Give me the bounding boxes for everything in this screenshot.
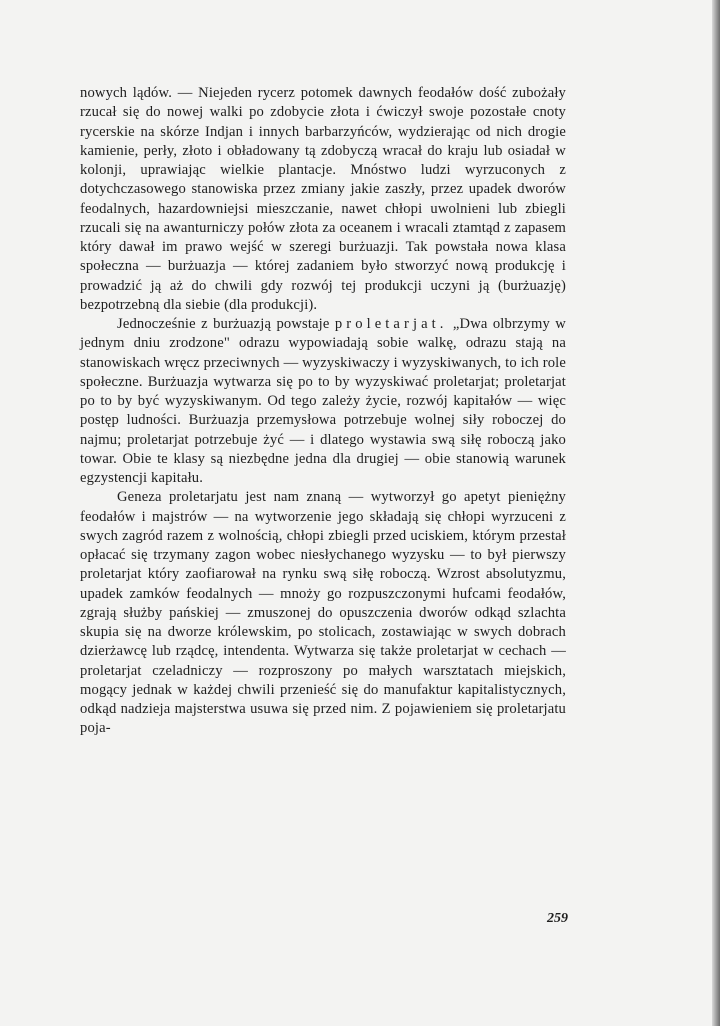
page-body-text — [80, 84, 566, 739]
paragraph-2-rest: „Dwa olbrzymy w jednym dniu zrodzone" odrazu wypowiadają sobie walkę, odrazu stają na stanowiskach wręcz przeciwnych — wyzyskiwaczy i wyzyskiwanych, to ich role społeczne. Burżuazja wytwarza się po to by wyzyskiwać proletarjat; proletarjat po to by być wyzyskiwanym. Od tego zależy życie, rozwój kapitałów — więc postęp ludności. Burżuazja przemysłowa potrzebuje wolnej siły roboczej do najmu; proletarjat potrzebuje żyć — i dlatego wystawia swą siłę roboczą jako towar. Obie te klasy są niezbędne jedna dla drugiej — obie stanowią warunek egzystencji kapitału. — [80, 316, 566, 486]
paragraph-2 — [80, 315, 566, 488]
page-edge-shadow — [712, 0, 720, 1026]
emphasis-proletarjat: proletarjat. — [334, 316, 448, 332]
paragraph-3: Geneza proletarjatu jest nam znaną — wytworzył go apetyt pieniężny feodałów i majstrów — na wytworzenie jego składają się chłopi wyrzuceni z swych zagród razem z wolnością, chłopi zbiegli przed uciskiem, którym przestał opłacać się trzymany zagon wobec niesłychanego wyzysku — to był pierwszy proletarjat który zaofiarował na rynku swą siłę roboczą. Wzrost absolutyzmu, upadek zamków feodalnych — mnoży go rozpuszczonymi hufcami feodałów, zgrają służby pańskiej — zmuszonej do opuszczenia dworów odkąd szlachta skupia się na dworze królewskim, po stolicach, zostawiając w swych dobrach dzierżawcę lub rządcę, intendenta. Wytwarza się także proletarjat w cechach — proletarjat czeladniczy — rozproszony po małych warsztatach miejskich, mogący jednak w każdej chwili przenieść się do manufaktur kapitalistycznych, odkąd nadzieja majsterstwa usuwa się przed nim. Z pojawieniem się proletarjatu poja- — [80, 489, 566, 737]
paragraph-1: nowych lądów. — Niejeden rycerz potomek dawnych feodałów dość zubożały rzucał się do nowej walki po zdobycie złota i ćwiczył swoje pozostałe cnoty rycerskie na skórze Indjan i innych barbarzyńców, wydzierając od nich drogie kamienie, perły, złoto i obładowany tą zdobyczą wracał do kraju lub osiadał w kolonji, uprawiając wielkie plantacje. Mnóstwo ludzi wyrzuconych z dotychczasowego stanowiska przez zmiany jakie zaszły, przez upadek dworów feodalnych, hazardowniejsi mieszczanie, nawet chłopi uwolnieni lub zbiegli rzucali się na awanturniczy połów złota za oceanem i wracali ztamtąd z zapasem który dawał im prawo wejść w szeregi burżuazji. Tak powstała nowa klasa społeczna — burżuazja — której zadaniem było stworzyć nową produkcję i prowadzić ją aż do chwili gdy rozwój tej produkcji uczyni ją (burżuazję) bezpotrzebną dla siebie (dla produkcji). — [80, 85, 566, 313]
page-number: 259 — [547, 911, 568, 926]
paragraph-2-lead: Jednocześnie z burżuazją powstaje — [117, 316, 335, 332]
